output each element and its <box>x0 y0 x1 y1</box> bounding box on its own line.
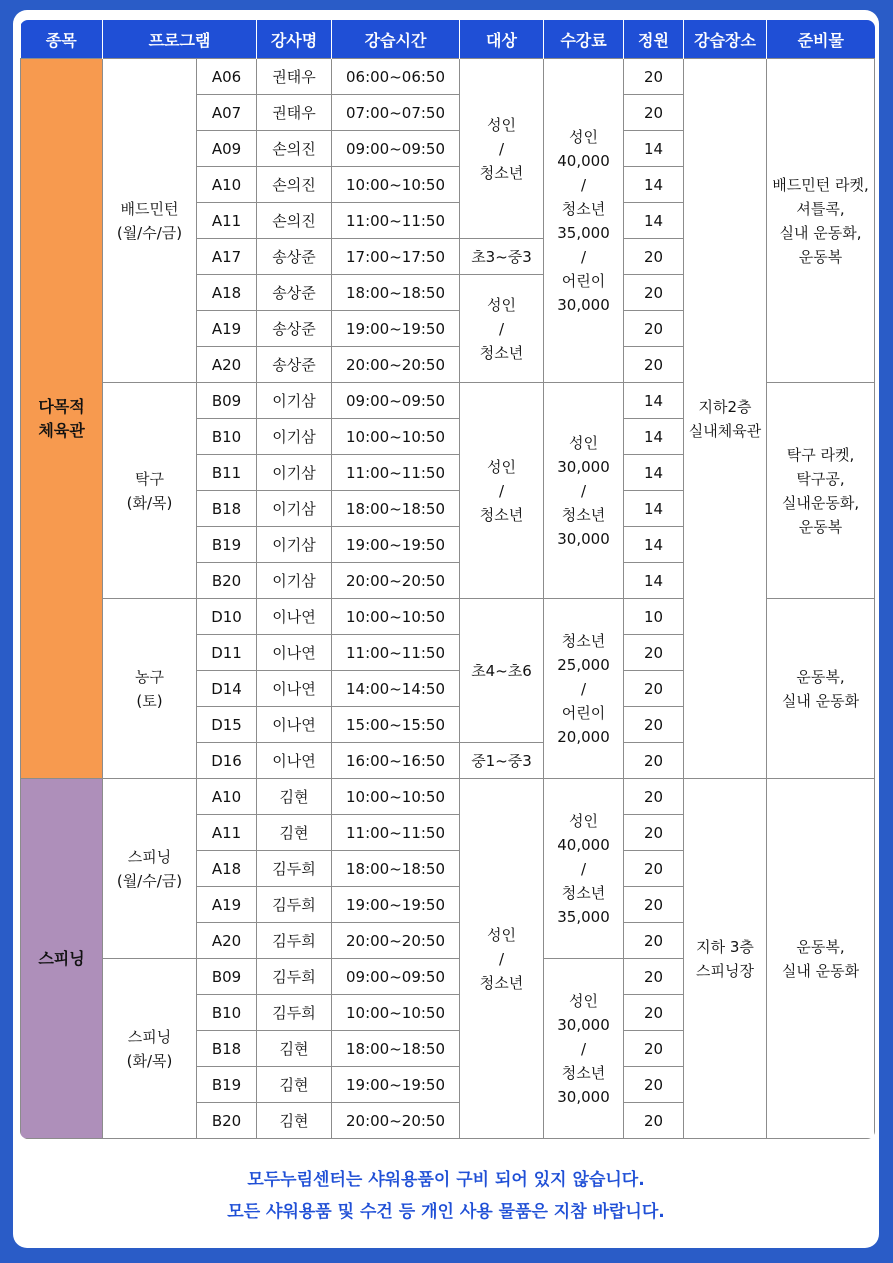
teacher-name: 이기삼 <box>257 527 332 563</box>
fee: 성인 40,000 / 청소년 35,000 <box>544 779 624 959</box>
place-gym: 지하2층 실내체육관 <box>684 59 767 779</box>
teacher-name: 이나연 <box>257 743 332 779</box>
teacher-name: 김두희 <box>257 959 332 995</box>
class-time: 18:00~18:50 <box>332 275 460 311</box>
class-code: A19 <box>197 311 257 347</box>
teacher-name: 김두희 <box>257 851 332 887</box>
capacity: 20 <box>624 743 684 779</box>
program-badminton: 배드민턴 (월/수/금) <box>103 59 197 383</box>
class-time: 11:00~11:50 <box>332 203 460 239</box>
fee: 성인 30,000 / 청소년 30,000 <box>544 383 624 599</box>
fee: 청소년 25,000 / 어린이 20,000 <box>544 599 624 779</box>
class-time: 19:00~19:50 <box>332 311 460 347</box>
program-table-tennis: 탁구 (화/목) <box>103 383 197 599</box>
class-code: B18 <box>197 1031 257 1067</box>
teacher-name: 송상준 <box>257 275 332 311</box>
class-code: B09 <box>197 383 257 419</box>
notice-line-1: 모두누림센터는 샤워용품이 구비 되어 있지 않습니다. <box>247 1170 645 1190</box>
class-time: 11:00~11:50 <box>332 635 460 671</box>
class-time: 20:00~20:50 <box>332 1103 460 1139</box>
teacher-name: 김두희 <box>257 887 332 923</box>
class-time: 11:00~11:50 <box>332 455 460 491</box>
supplies-basketball: 운동복, 실내 운동화 <box>767 599 875 779</box>
capacity: 14 <box>624 131 684 167</box>
class-code: B20 <box>197 1103 257 1139</box>
class-code: B18 <box>197 491 257 527</box>
class-time: 19:00~19:50 <box>332 1067 460 1103</box>
capacity: 14 <box>624 455 684 491</box>
class-time: 10:00~10:50 <box>332 995 460 1031</box>
class-time: 19:00~19:50 <box>332 527 460 563</box>
class-time: 11:00~11:50 <box>332 815 460 851</box>
teacher-name: 손의진 <box>257 131 332 167</box>
class-code: A09 <box>197 131 257 167</box>
teacher-name: 이나연 <box>257 671 332 707</box>
target-group: 성인 / 청소년 <box>460 59 544 239</box>
header-target: 대상 <box>460 20 544 59</box>
class-time: 18:00~18:50 <box>332 491 460 527</box>
class-time: 10:00~10:50 <box>332 419 460 455</box>
class-code: A18 <box>197 275 257 311</box>
teacher-name: 송상준 <box>257 239 332 275</box>
class-time: 17:00~17:50 <box>332 239 460 275</box>
header-time: 강습시간 <box>332 20 460 59</box>
class-code: A06 <box>197 59 257 95</box>
target-group: 중1~중3 <box>460 743 544 779</box>
teacher-name: 이나연 <box>257 599 332 635</box>
class-code: D15 <box>197 707 257 743</box>
capacity: 20 <box>624 1031 684 1067</box>
class-time: 09:00~09:50 <box>332 959 460 995</box>
class-code: B20 <box>197 563 257 599</box>
teacher-name: 이기삼 <box>257 419 332 455</box>
teacher-name: 이기삼 <box>257 383 332 419</box>
class-code: B11 <box>197 455 257 491</box>
program-basketball: 농구 (토) <box>103 599 197 779</box>
class-code: B09 <box>197 959 257 995</box>
target-group: 성인 / 청소년 <box>460 779 544 1139</box>
header-supplies: 준비물 <box>767 20 875 59</box>
target-group: 초3~중3 <box>460 239 544 275</box>
capacity: 14 <box>624 383 684 419</box>
class-code: B19 <box>197 527 257 563</box>
class-code: D11 <box>197 635 257 671</box>
capacity: 20 <box>624 887 684 923</box>
capacity: 20 <box>624 995 684 1031</box>
supplies-spinning: 운동복, 실내 운동화 <box>767 779 875 1139</box>
teacher-name: 권태우 <box>257 95 332 131</box>
class-code: B10 <box>197 419 257 455</box>
schedule-table <box>20 20 875 1139</box>
teacher-name: 이기삼 <box>257 563 332 599</box>
header-place: 강습장소 <box>684 20 767 59</box>
class-code: A11 <box>197 203 257 239</box>
teacher-name: 이나연 <box>257 707 332 743</box>
class-code: A10 <box>197 779 257 815</box>
category-spinning: 스피닝 <box>21 779 103 1139</box>
class-time: 20:00~20:50 <box>332 347 460 383</box>
class-time: 14:00~14:50 <box>332 671 460 707</box>
fee: 성인 30,000 / 청소년 30,000 <box>544 959 624 1139</box>
place-spinning-room: 지하 3층 스피닝장 <box>684 779 767 1139</box>
teacher-name: 김현 <box>257 1067 332 1103</box>
notice-line-2: 모든 샤워용품 및 수건 등 개인 사용 물품은 지참 바랍니다. <box>227 1202 665 1222</box>
capacity: 20 <box>624 311 684 347</box>
capacity: 20 <box>624 275 684 311</box>
capacity: 20 <box>624 707 684 743</box>
capacity: 10 <box>624 599 684 635</box>
class-code: A17 <box>197 239 257 275</box>
table-row <box>21 59 875 95</box>
capacity: 14 <box>624 491 684 527</box>
teacher-name: 김현 <box>257 1103 332 1139</box>
target-group: 성인 / 청소년 <box>460 383 544 599</box>
target-group: 성인 / 청소년 <box>460 275 544 383</box>
capacity: 20 <box>624 95 684 131</box>
capacity: 14 <box>624 419 684 455</box>
teacher-name: 김현 <box>257 1031 332 1067</box>
shower-notice <box>13 1164 879 1228</box>
class-code: A20 <box>197 923 257 959</box>
capacity: 20 <box>624 779 684 815</box>
capacity: 14 <box>624 167 684 203</box>
capacity: 14 <box>624 203 684 239</box>
capacity: 20 <box>624 1103 684 1139</box>
capacity: 20 <box>624 635 684 671</box>
class-time: 19:00~19:50 <box>332 887 460 923</box>
capacity: 20 <box>624 239 684 275</box>
class-code: B10 <box>197 995 257 1031</box>
class-time: 15:00~15:50 <box>332 707 460 743</box>
class-time: 20:00~20:50 <box>332 563 460 599</box>
header-row <box>21 20 875 59</box>
table-row <box>21 779 875 815</box>
class-time: 10:00~10:50 <box>332 779 460 815</box>
capacity: 20 <box>624 815 684 851</box>
capacity: 20 <box>624 959 684 995</box>
class-code: A11 <box>197 815 257 851</box>
teacher-name: 김두희 <box>257 923 332 959</box>
capacity: 20 <box>624 59 684 95</box>
header-capacity: 정원 <box>624 20 684 59</box>
header-fee: 수강료 <box>544 20 624 59</box>
class-time: 09:00~09:50 <box>332 383 460 419</box>
teacher-name: 김현 <box>257 815 332 851</box>
supplies-badminton: 배드민턴 라켓, 셔틀콕, 실내 운동화, 운동복 <box>767 59 875 383</box>
class-time: 18:00~18:50 <box>332 1031 460 1067</box>
class-code: A10 <box>197 167 257 203</box>
class-code: B19 <box>197 1067 257 1103</box>
class-time: 09:00~09:50 <box>332 131 460 167</box>
class-code: A07 <box>197 95 257 131</box>
capacity: 20 <box>624 347 684 383</box>
header-sport: 종목 <box>21 20 103 59</box>
category-multipurpose-gym: 다목적 체육관 <box>21 59 103 779</box>
class-time: 10:00~10:50 <box>332 167 460 203</box>
class-code: D14 <box>197 671 257 707</box>
class-time: 07:00~07:50 <box>332 95 460 131</box>
target-group: 초4~초6 <box>460 599 544 743</box>
teacher-name: 송상준 <box>257 347 332 383</box>
header-program: 프로그램 <box>103 20 257 59</box>
capacity: 20 <box>624 923 684 959</box>
class-code: A20 <box>197 347 257 383</box>
capacity: 20 <box>624 671 684 707</box>
teacher-name: 김두희 <box>257 995 332 1031</box>
class-time: 06:00~06:50 <box>332 59 460 95</box>
capacity: 20 <box>624 851 684 887</box>
fee: 성인 40,000 / 청소년 35,000 / 어린이 30,000 <box>544 59 624 383</box>
class-code: A18 <box>197 851 257 887</box>
capacity: 14 <box>624 563 684 599</box>
teacher-name: 이기삼 <box>257 455 332 491</box>
teacher-name: 이나연 <box>257 635 332 671</box>
teacher-name: 권태우 <box>257 59 332 95</box>
teacher-name: 김현 <box>257 779 332 815</box>
class-time: 20:00~20:50 <box>332 923 460 959</box>
class-code: A19 <box>197 887 257 923</box>
supplies-table-tennis: 탁구 라켓, 탁구공, 실내운동화, 운동복 <box>767 383 875 599</box>
capacity: 20 <box>624 1067 684 1103</box>
class-code: D16 <box>197 743 257 779</box>
teacher-name: 손의진 <box>257 203 332 239</box>
program-spinning-mwf: 스피닝 (월/수/금) <box>103 779 197 959</box>
program-spinning-tt: 스피닝 (화/목) <box>103 959 197 1139</box>
class-time: 18:00~18:50 <box>332 851 460 887</box>
class-code: D10 <box>197 599 257 635</box>
capacity: 14 <box>624 527 684 563</box>
header-teacher: 강사명 <box>257 20 332 59</box>
teacher-name: 손의진 <box>257 167 332 203</box>
teacher-name: 이기삼 <box>257 491 332 527</box>
class-time: 16:00~16:50 <box>332 743 460 779</box>
teacher-name: 송상준 <box>257 311 332 347</box>
class-time: 10:00~10:50 <box>332 599 460 635</box>
